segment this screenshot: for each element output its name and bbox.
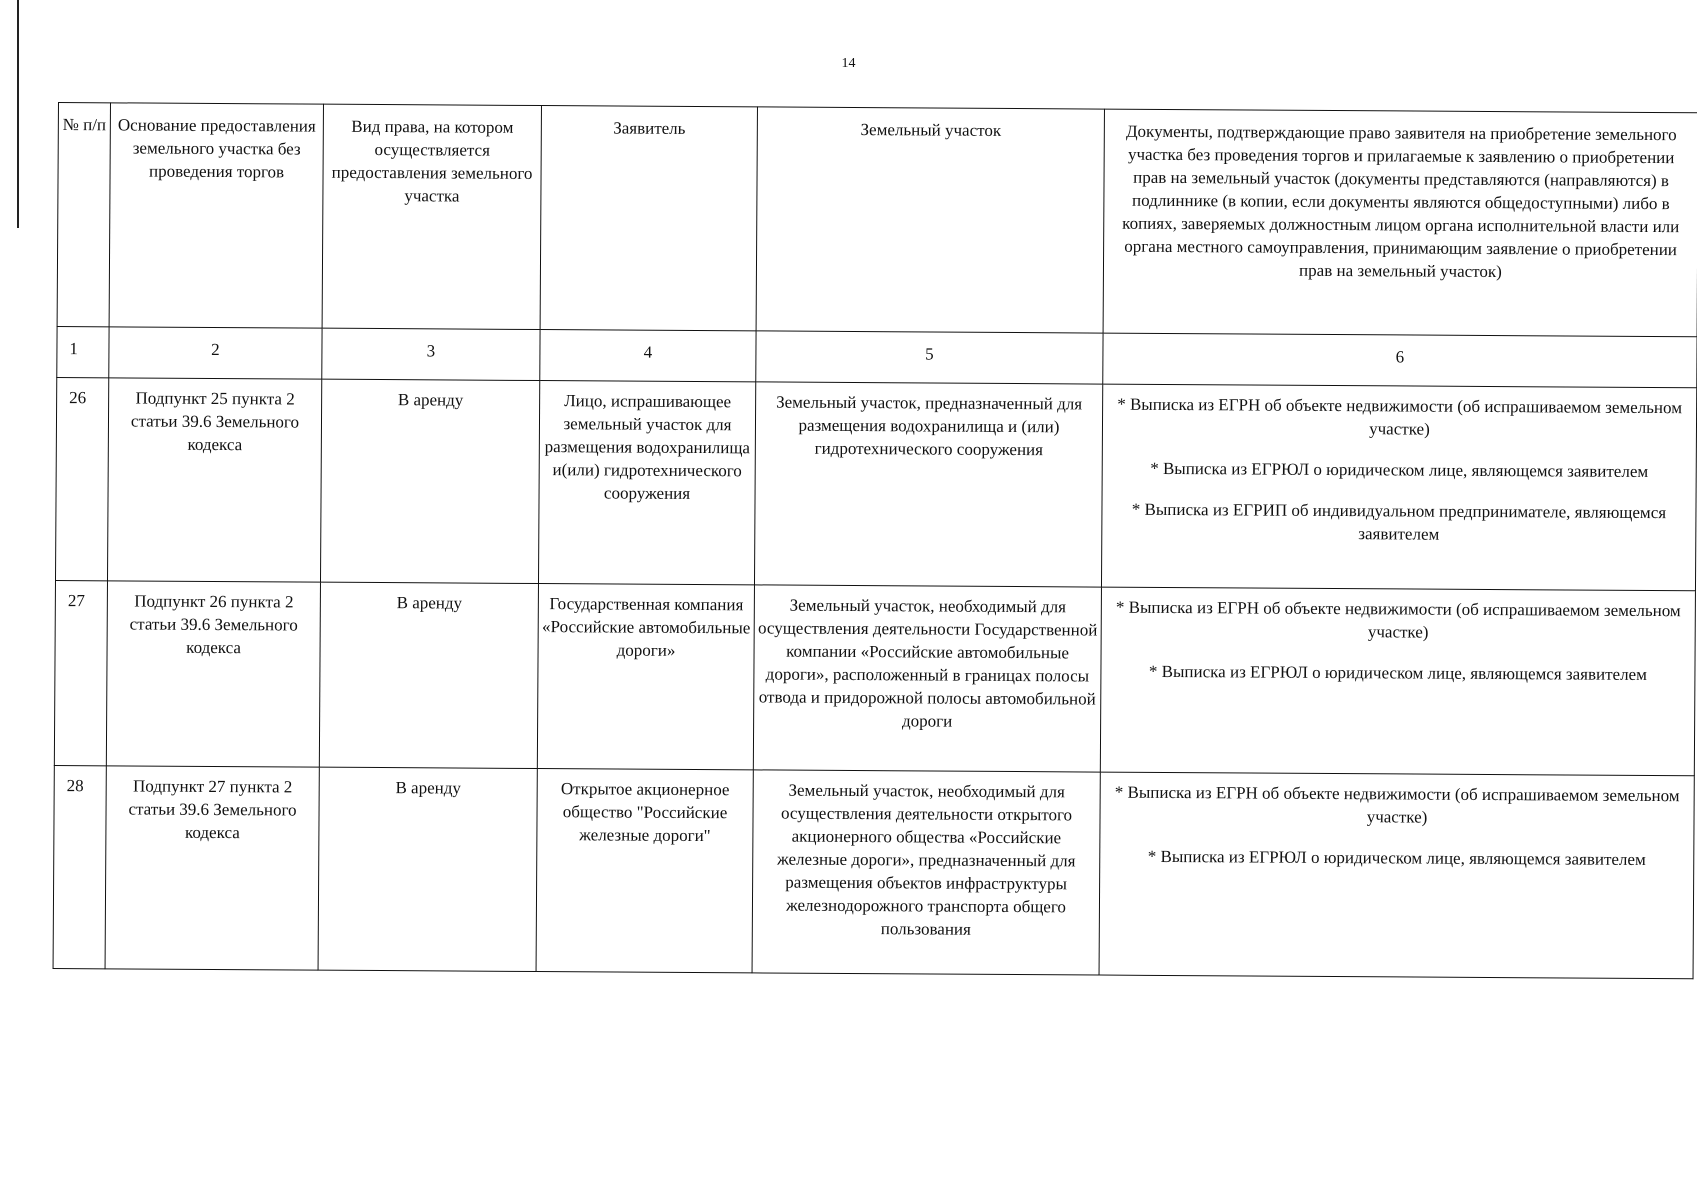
row-basis: Подпункт 27 пункта 2 статьи 39.6 Земельного кодекса: [105, 766, 319, 970]
column-number: 1: [57, 326, 109, 377]
document-item: * Выписка из ЕГРН об объекте недвижимости (об испрашиваемом земельном участке): [1115, 597, 1681, 642]
row-applicant: Лицо, испрашивающее земельный участок для размещения водохранилища и(или) гидротехнического сооружения: [538, 381, 755, 585]
row-land-plot: Земельный участок, необходимый для осуществления деятельности Государственной компании «Российские автомобильные дороги», расположенный в границах полосы отвода и придорожной полосы автомобильной дороги: [753, 585, 1101, 772]
row-number: 27: [54, 580, 107, 765]
header-number: № п/п: [57, 103, 110, 327]
header-land-plot: Земельный участок: [756, 107, 1104, 333]
scan-edge-line: [17, 0, 19, 228]
table-row: [53, 765, 1694, 978]
row-number: 26: [55, 377, 108, 580]
row-land-plot: Земельный участок, необходимый для осуществления деятельности открытого акционерного общества «Российские железные дороги», предназначенный для размещения объектов инфраструктуры железнодорожного транспорта общего пользования: [752, 770, 1100, 975]
header-right-type: Вид права, на котором осуществляется предоставления земельного участка: [322, 104, 541, 329]
column-number: 2: [109, 327, 322, 379]
document-item: * Выписка из ЕГРН об объекте недвижимости (об испрашиваемом земельном участке): [1117, 394, 1683, 439]
column-number: 4: [540, 330, 756, 382]
header-basis: Основание предоставления земельного участка без проведения торгов: [109, 103, 323, 328]
land-plot-documents-table: [53, 102, 1697, 979]
column-number: 5: [756, 331, 1103, 384]
document-item: * Выписка из ЕГРЮЛ о юридическом лице, являющемся заявителем: [1148, 661, 1647, 684]
table-row: [54, 580, 1695, 775]
row-land-plot: Земельный участок, предназначенный для размещения водохранилища и (или) гидротехнического сооружения: [754, 382, 1102, 587]
header-documents: Документы, подтверждающие право заявителя на приобретение земельного участка без проведения торгов и прилагаемые к заявлению о приобретении прав на земельный участок (документы представляются (направляются) в подлиннике (в копии, если документы являются общедоступными) либо в копиях, заверяемых должностным лицом органа исполнительной власти или органа местного самоуправления, принимающим заявление о приобретении прав на земельный участок): [1103, 109, 1697, 337]
row-documents: [1101, 384, 1696, 591]
row-number: 28: [53, 765, 106, 968]
document-item: * Выписка из ЕГРН об объекте недвижимости (об испрашиваемом земельном участке): [1114, 782, 1680, 827]
document-item: * Выписка из ЕГРИП об индивидуальном предпринимателе, являющемся заявителем: [1131, 499, 1667, 544]
row-basis: Подпункт 26 пункта 2 статьи 39.6 Земельного кодекса: [106, 581, 320, 767]
row-right-type: В аренду: [318, 767, 537, 971]
header-applicant: Заявитель: [540, 106, 757, 331]
column-number: 6: [1103, 333, 1697, 388]
table-header-row: [57, 103, 1697, 337]
row-documents: [1100, 587, 1695, 776]
table-row: [55, 377, 1696, 590]
row-applicant: Государственная компания «Российские автомобильные дороги»: [537, 584, 754, 770]
column-number: 3: [322, 328, 540, 380]
row-right-type: В аренду: [319, 582, 538, 768]
row-applicant: Открытое акционерное общество "Российские железные дороги": [536, 769, 753, 973]
page-number: 14: [841, 56, 856, 71]
document-item: * Выписка из ЕГРЮЛ о юридическом лице, являющемся заявителем: [1147, 846, 1646, 869]
row-basis: Подпункт 25 пункта 2 статьи 39.6 Земельного кодекса: [107, 378, 321, 582]
row-right-type: В аренду: [320, 379, 539, 583]
document-item: * Выписка из ЕГРЮЛ о юридическом лице, являющемся заявителем: [1150, 458, 1649, 481]
row-documents: [1099, 772, 1694, 979]
